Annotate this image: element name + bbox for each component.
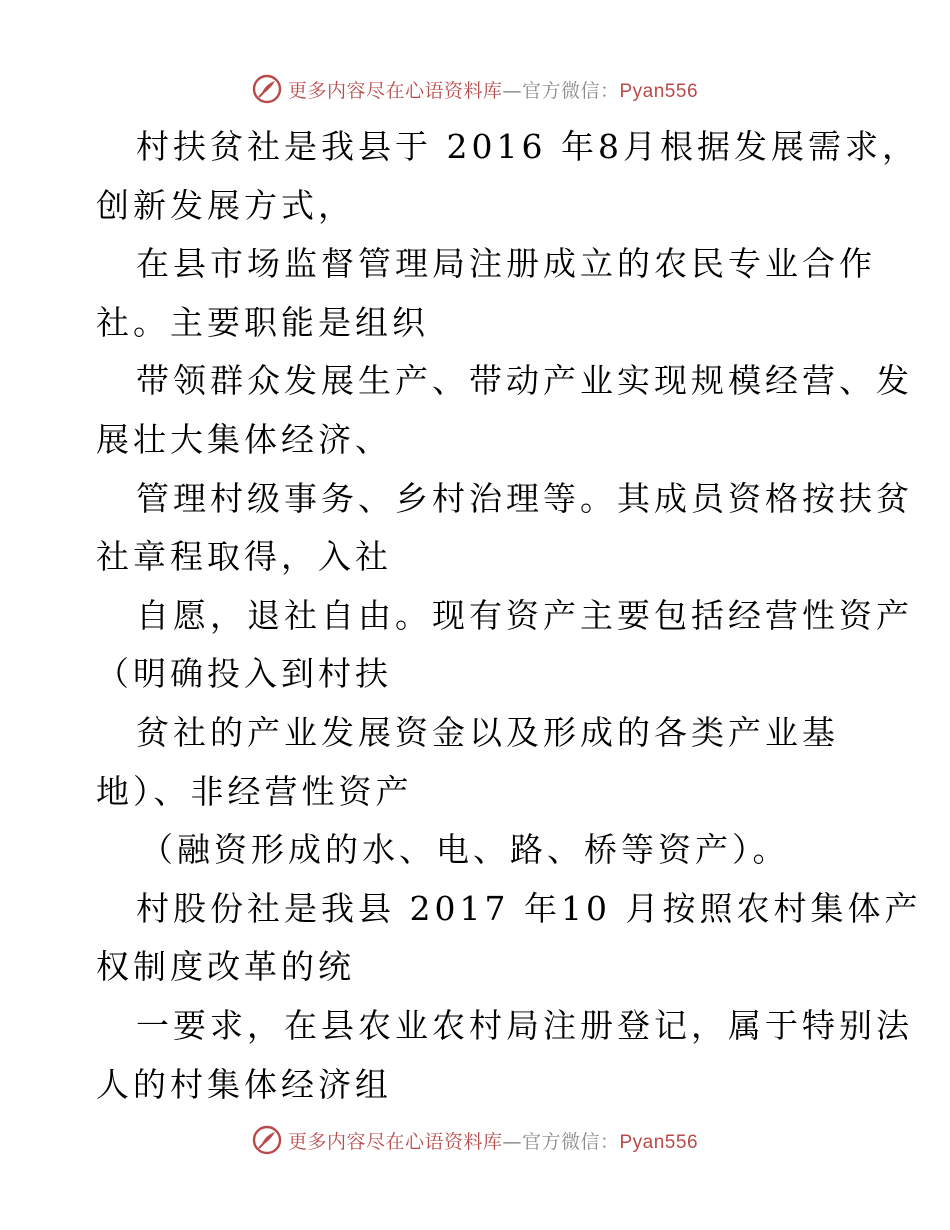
- watermark-label: 官方微信：: [521, 1130, 620, 1153]
- text-line: 带领群众发展生产、带动产业实现规模经营、发: [136, 361, 913, 401]
- text-line: 村扶贫社是我县于 2016 年8月根据发展需求，: [136, 127, 919, 166]
- text-line: 人的村集体经济组: [96, 1064, 392, 1104]
- text-line: 村股份社是我县 2017 年10 月按照农村集体产: [136, 888, 922, 928]
- text-line: 权制度改革的统: [96, 947, 355, 987]
- text-line: 在县市场监督管理局注册成立的农民专业合作: [136, 244, 876, 284]
- document-body: [96, 118, 922, 1114]
- text-line: （融资形成的水、电、路、桥等资产）。: [140, 830, 790, 870]
- watermark-label: 官方微信：: [521, 79, 620, 102]
- watermark-brand: 更多内容尽在心语资料库: [287, 1130, 503, 1153]
- watermark-text: [288, 76, 698, 103]
- header-watermark: [0, 72, 950, 106]
- text-line: 贫社的产业发展资金以及形成的各类产业基: [136, 712, 839, 752]
- watermark-brand: 更多内容尽在心语资料库: [287, 79, 503, 102]
- feather-logo-icon: [252, 1125, 282, 1155]
- watermark-separator: —: [502, 1130, 522, 1153]
- watermark-account: Pyan556: [619, 80, 699, 102]
- text-line: 创新发展方式，: [96, 185, 355, 225]
- watermark-separator: —: [502, 79, 522, 102]
- watermark-text: [288, 1127, 698, 1154]
- text-line: 自愿，退社自由。现有资产主要包括经营性资产: [136, 595, 913, 635]
- text-line: （明确投入到村扶: [96, 654, 392, 694]
- text-line: 社。主要职能是组织: [96, 302, 429, 342]
- text-line: 展壮大集体经济、: [96, 419, 392, 459]
- text-line: 地）、非经营性资产: [96, 771, 413, 811]
- feather-logo-icon: [252, 74, 282, 104]
- text-line: 管理村级事务、乡村治理等。其成员资格按扶贫: [136, 478, 913, 518]
- watermark-account: Pyan556: [619, 1131, 699, 1153]
- text-line: 一要求，在县农业农村局注册登记，属于特别法: [136, 1005, 913, 1045]
- footer-watermark: [0, 1123, 950, 1157]
- text-line: 社章程取得，入社: [96, 537, 392, 577]
